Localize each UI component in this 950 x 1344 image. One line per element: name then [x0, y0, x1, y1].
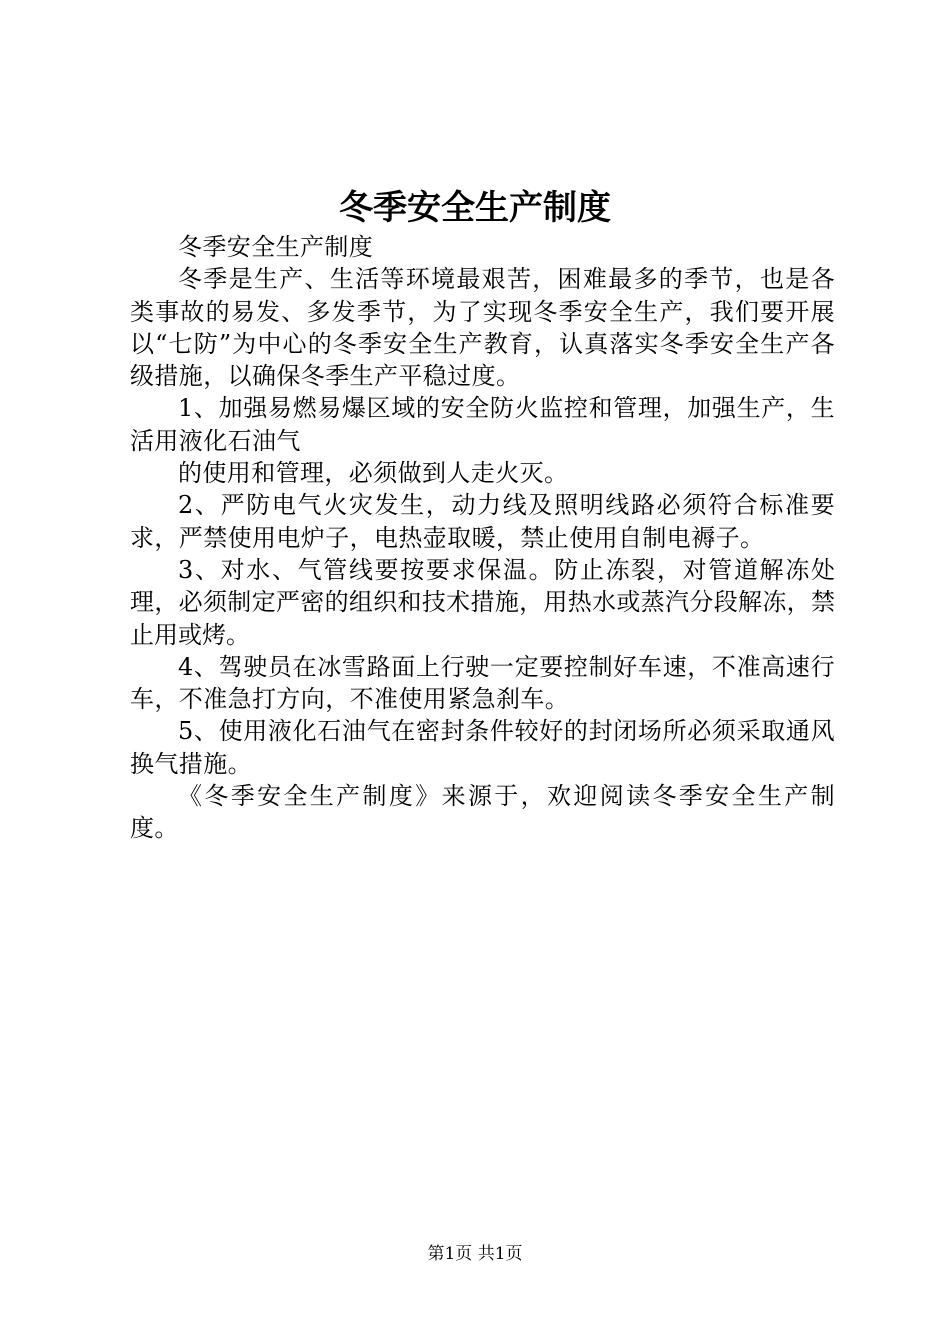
paragraph-item-4: 4、驾驶员在冰雪路面上行驶一定要控制好车速，不准高速行车，不准急打方向，不准使用紧急刹车。: [130, 652, 835, 714]
paragraph-closing: 《冬季安全生产制度》来源于，欢迎阅读冬季安全生产制度。: [130, 782, 835, 843]
page-footer: 第1页 共1页: [427, 1244, 523, 1264]
paragraph-item-1-continued: 的使用和管理，必须做到人走火灭。: [178, 459, 569, 488]
paragraph-intro: 冬季是生产、生活等环境最艰苦，困难最多的季节，也是各类事故的易发、多发季节，为了实现冬季安全生产，我们要开展以“七防”为中心的冬季安全生产教育，认真落实冬季安全生产各级措施，以确保冬季生产平稳过度。: [130, 265, 835, 391]
document-title: 冬季安全生产制度: [339, 188, 611, 228]
paragraph-subtitle: 冬季安全生产制度: [178, 233, 374, 261]
paragraph-item-3: 3、对水、气管线要按要求保温。防止冻裂，对管道解冻处理，必须制定严密的组织和技术措施，用热水或蒸汽分段解冻，禁止用或烤。: [130, 555, 835, 649]
paragraph-item-2: 2、严防电气火灾发生，动力线及照明线路必须符合标准要求，严禁使用电炉子，电热壶取暖，禁止使用自制电褥子。: [130, 491, 835, 552]
document-body: [130, 231, 835, 845]
paragraph-item-5: 5、使用液化石油气在密封条件较好的封闭场所必须采取通风换气措施。: [130, 717, 835, 778]
paragraph-item-1: 1、加强易燃易爆区域的安全防火监控和管理，加强生产，生活用液化石油气: [130, 394, 835, 455]
